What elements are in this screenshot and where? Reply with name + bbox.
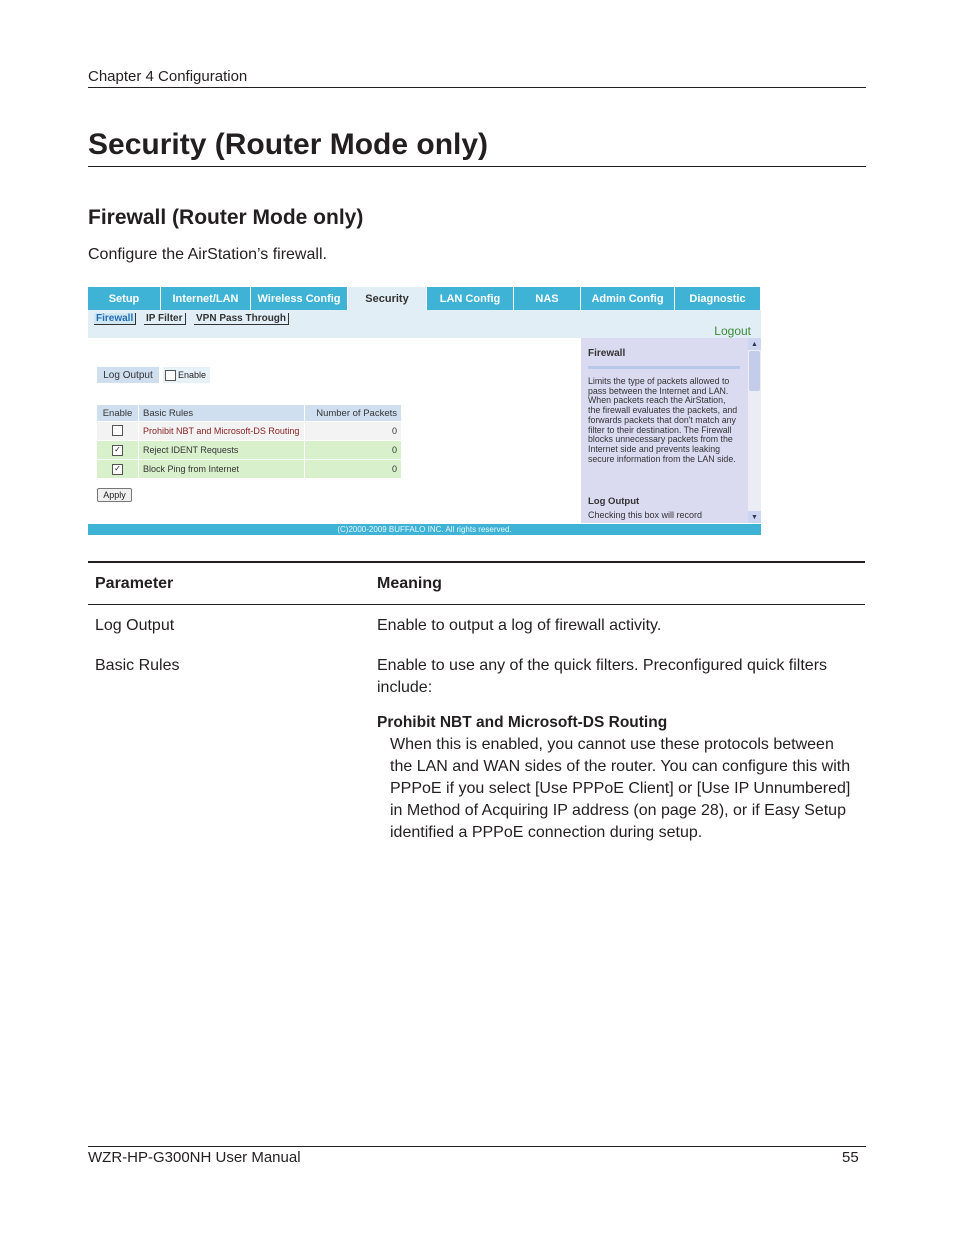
rule-checkbox[interactable]: ✓ (112, 445, 123, 456)
rule-checkbox[interactable]: ✓ (112, 464, 123, 475)
rules-header-row (97, 405, 401, 421)
page-title: Security (Router Mode only) (88, 128, 489, 161)
header-rule (88, 87, 866, 88)
table-top-rule (88, 561, 865, 563)
tab-internet-lan[interactable]: Internet/LAN (161, 287, 251, 310)
chapter-header: Chapter 4 Configuration (88, 68, 248, 85)
rule-checkbox[interactable] (112, 425, 123, 436)
table-row (97, 441, 401, 459)
meaning-log-output: Enable to output a log of firewall activity. (377, 617, 662, 634)
tab-wireless-config[interactable]: Wireless Config (251, 287, 348, 310)
table-header-rule (88, 604, 865, 605)
scroll-thumb[interactable] (749, 351, 760, 391)
logout-link[interactable]: Logout (714, 324, 751, 338)
footer-rule (88, 1146, 866, 1147)
help-subtitle: Log Output (588, 496, 640, 507)
tab-admin-config[interactable]: Admin Config (581, 287, 675, 310)
rule-name: Block Ping from Internet (138, 460, 304, 478)
help-scrollbar[interactable] (748, 338, 761, 523)
table-row (97, 460, 401, 478)
log-output-label: Log Output (97, 367, 159, 383)
sub-tab-bar (88, 310, 761, 338)
rule-packets: 0 (304, 460, 401, 478)
meaning-header: Meaning (377, 575, 442, 592)
subtab-firewall[interactable]: Firewall (94, 313, 136, 325)
log-enable-checkbox[interactable] (165, 370, 176, 381)
rule-name: Prohibit NBT and Microsoft-DS Routing (138, 422, 304, 440)
title-rule (88, 166, 866, 167)
section-title: Firewall (Router Mode only) (88, 206, 364, 229)
tab-security[interactable]: Security (348, 287, 427, 310)
page-number: 55 (842, 1149, 859, 1166)
rules-header-basic-rules: Basic Rules (138, 405, 304, 421)
main-tabs (88, 287, 761, 310)
rule-packets: 0 (304, 422, 401, 440)
copyright-bar: (C)2000-2009 BUFFALO INC. All rights reserved. (88, 524, 761, 535)
section-intro: Configure the AirStation’s firewall. (88, 246, 327, 263)
router-ui-screenshot (88, 287, 761, 535)
param-log-output: Log Output (95, 617, 175, 634)
apply-button[interactable]: Apply (97, 488, 132, 502)
rules-header-enable: Enable (97, 405, 138, 421)
help-text-2: Checking this box will record (588, 510, 703, 520)
subtab-vpn-pass-through[interactable]: VPN Pass Through (194, 313, 289, 325)
tab-lan-config[interactable]: LAN Config (427, 287, 514, 310)
log-enable-label: Enable (178, 370, 207, 380)
scroll-down-icon[interactable]: ▼ (748, 511, 761, 523)
settings-pane (88, 338, 580, 523)
tab-setup[interactable]: Setup (88, 287, 161, 310)
subtab-ip-filter[interactable]: IP Filter (144, 313, 186, 325)
help-divider (588, 366, 740, 369)
log-enable-option[interactable] (163, 367, 210, 383)
rule-description: When this is enabled, you cannot use these protocols between the LAN and WAN sides of the router. You can configure this with PPPoE if you select [Use PPPoE Client] or [Use IP Unnumbered] in Method of Acquiring IP address (on page 28), or if Easy Setup identified a PPPoE connection during setup. (390, 736, 851, 841)
rule-name: Reject IDENT Requests (138, 441, 304, 459)
rule-packets: 0 (304, 441, 401, 459)
rules-table (97, 404, 401, 479)
rule-subtitle: Prohibit NBT and Microsoft-DS Routing (377, 714, 668, 731)
help-text: Limits the type of packets allowed to pass between the Internet and LAN. When packets reach the AirStation, the firewall evaluates the packets, and forwards packets that don't match any filter to their destination. The Firewall blocks unnecessary packets from the Internet side and prevents leaking secure information from the LAN side. (588, 376, 738, 464)
help-title: Firewall (588, 348, 626, 359)
param-header: Parameter (95, 575, 174, 592)
manual-name: WZR-HP-G300NH User Manual (88, 1149, 301, 1166)
scroll-up-icon[interactable]: ▲ (748, 338, 761, 350)
table-row (97, 422, 401, 440)
tab-diagnostic[interactable]: Diagnostic (675, 287, 761, 310)
rules-header-packets: Number of Packets (304, 405, 401, 421)
param-basic-rules: Basic Rules (95, 657, 180, 674)
help-pane (581, 338, 748, 523)
tab-nas[interactable]: NAS (514, 287, 581, 310)
meaning-basic-rules: Enable to use any of the quick filters. Preconfigured quick filters include: (377, 657, 828, 696)
